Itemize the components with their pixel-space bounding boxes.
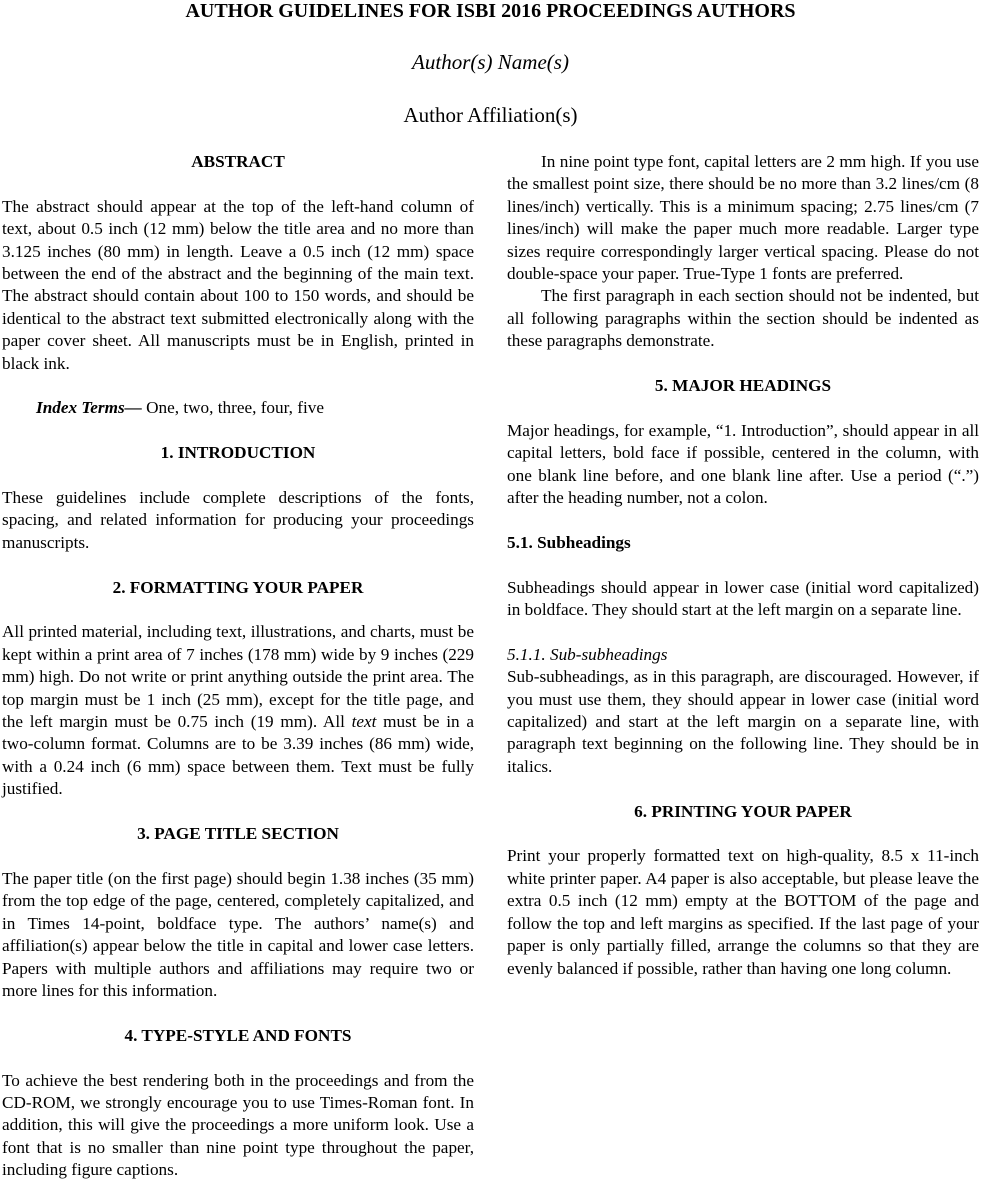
section-heading-formatting: 2. FORMATTING YOUR PAPER bbox=[112, 577, 364, 597]
abstract-text: The abstract should appear at the top of the left-hand column of text, about 0.5 inch (12 mm) below the title area and no more than 3.125 inches (80 mm) in length. Leave a 0.5 inch (12 mm) space between the end of the abstract and the beginning of the main text. The abstract should contain about 100 to 150 words, and should be identical to the abstract text submitted electronically along with the paper cover sheet. All manuscripts must be in English, printed in black ink. bbox=[2, 196, 474, 373]
subsubsection-heading: 5.1.1. Sub-subheadings bbox=[507, 644, 668, 664]
major-headings-text: Major headings, for example, “1. Introduction”, should appear in all capital letters, bold face if possible, centered in the column, with one blank line before, and one blank line after. Use a period (“.”) after the heading number, not a colon. bbox=[507, 420, 979, 508]
subsection-heading-subheadings: 5.1. Subheadings bbox=[507, 532, 631, 552]
index-terms bbox=[2, 397, 474, 419]
printing-text: Print your properly formatted text on high-quality, 8.5 x 11-inch white printer paper. A4 paper is also acceptable, but please leave the extra 0.5 inch (12 mm) empty at the BOTTOM of the page and follow the top and left margins as specified. If the last page of your paper is only partially filled, arrange the columns so that they are evenly balanced if possible, rather than having one long column. bbox=[507, 846, 979, 978]
subsubheadings-text: Sub-subheadings, as in this paragraph, are discouraged. However, if you must use them, they should appear in lower case (initial word capitalized) and start at the left margin on a separate line, with paragraph text beginning on the following line. They should be in italics. bbox=[507, 667, 979, 776]
author-names: Author(s) Name(s) bbox=[412, 50, 569, 74]
formatting-text-part1: All printed material, including text, illustrations, and charts, must be kept within a print area of 7 inches (178 mm) wide by 9 inches (229 mm) high. Do not write or print anything outside the print area. The top margin must be 1 inch (25 mm), except for the title page, and the left margin must be 0.75 inch (19 mm). All bbox=[2, 622, 474, 732]
section-heading-page-title: 3. PAGE TITLE SECTION bbox=[137, 824, 339, 844]
section-heading-major-headings: 5. MAJOR HEADINGS bbox=[654, 376, 832, 396]
right-column bbox=[507, 151, 979, 980]
subheadings-text: Subheadings should appear in lower case (initial word capitalized) in boldface. They should start at the left margin on a separate line. bbox=[507, 577, 979, 620]
index-terms-label: Index Terms— bbox=[36, 398, 142, 418]
page-title-text: The paper title (on the first page) should begin 1.38 inches (35 mm) from the top edge of the page, centered, completely capitalized, and in Times 14-point, boldface type. The authors’ name(s) and affiliation(s) appear below the title in capital and lower case letters. Papers with multiple authors and affiliations may require two or more lines for this information. bbox=[2, 868, 474, 1000]
index-terms-text: One, two, three, four, five bbox=[141, 398, 324, 418]
section-heading-type-style: 4. TYPE-STYLE AND FONTS bbox=[124, 1025, 352, 1045]
formatting-text-part2: must be in a two-column format. Columns are to be 3.39 inches (86 mm) wide, with a 0.24 inch (6 mm) space between them. Text must be fully justified. bbox=[2, 712, 474, 799]
type-style-para3: The first paragraph in each section should not be indented, but all following paragraphs within the section should be indented as these paragraphs demonstrate. bbox=[507, 286, 979, 351]
left-column bbox=[2, 151, 474, 1182]
type-style-text: To achieve the best rendering both in the proceedings and from the CD-ROM, we strongly encourage you to use Times-Roman font. In addition, this will give the proceedings a more uniform look. Use a font that is no smaller than nine point type throughout the paper, including figure captions. bbox=[2, 1070, 474, 1180]
section-heading-printing: 6. PRINTING YOUR PAPER bbox=[634, 801, 852, 821]
abstract-heading: ABSTRACT bbox=[191, 152, 285, 171]
author-affiliation: Author Affiliation(s) bbox=[403, 103, 578, 127]
type-style-para2: In nine point type font, capital letters are 2 mm high. If you use the smallest point size, there should be no more than 3.2 lines/cm (8 lines/inch) vertically. This is a minimum spacing; 2.75 lines/cm (7 lines/inch) will make the paper much more readable. Larger type sizes require correspondingly larger vertical spacing. Please do not double-space your paper. True-Type 1 fonts are preferred. bbox=[507, 152, 979, 284]
introduction-text: These guidelines include complete descriptions of the fonts, spacing, and related information for producing your proceedings manuscripts. bbox=[2, 488, 474, 552]
section-heading-introduction: 1. INTRODUCTION bbox=[160, 443, 316, 463]
paper-title: AUTHOR GUIDELINES FOR ISBI 2016 PROCEEDINGS AUTHORS bbox=[185, 0, 796, 22]
formatting-text bbox=[2, 621, 474, 800]
formatting-text-italic: text bbox=[351, 712, 377, 732]
